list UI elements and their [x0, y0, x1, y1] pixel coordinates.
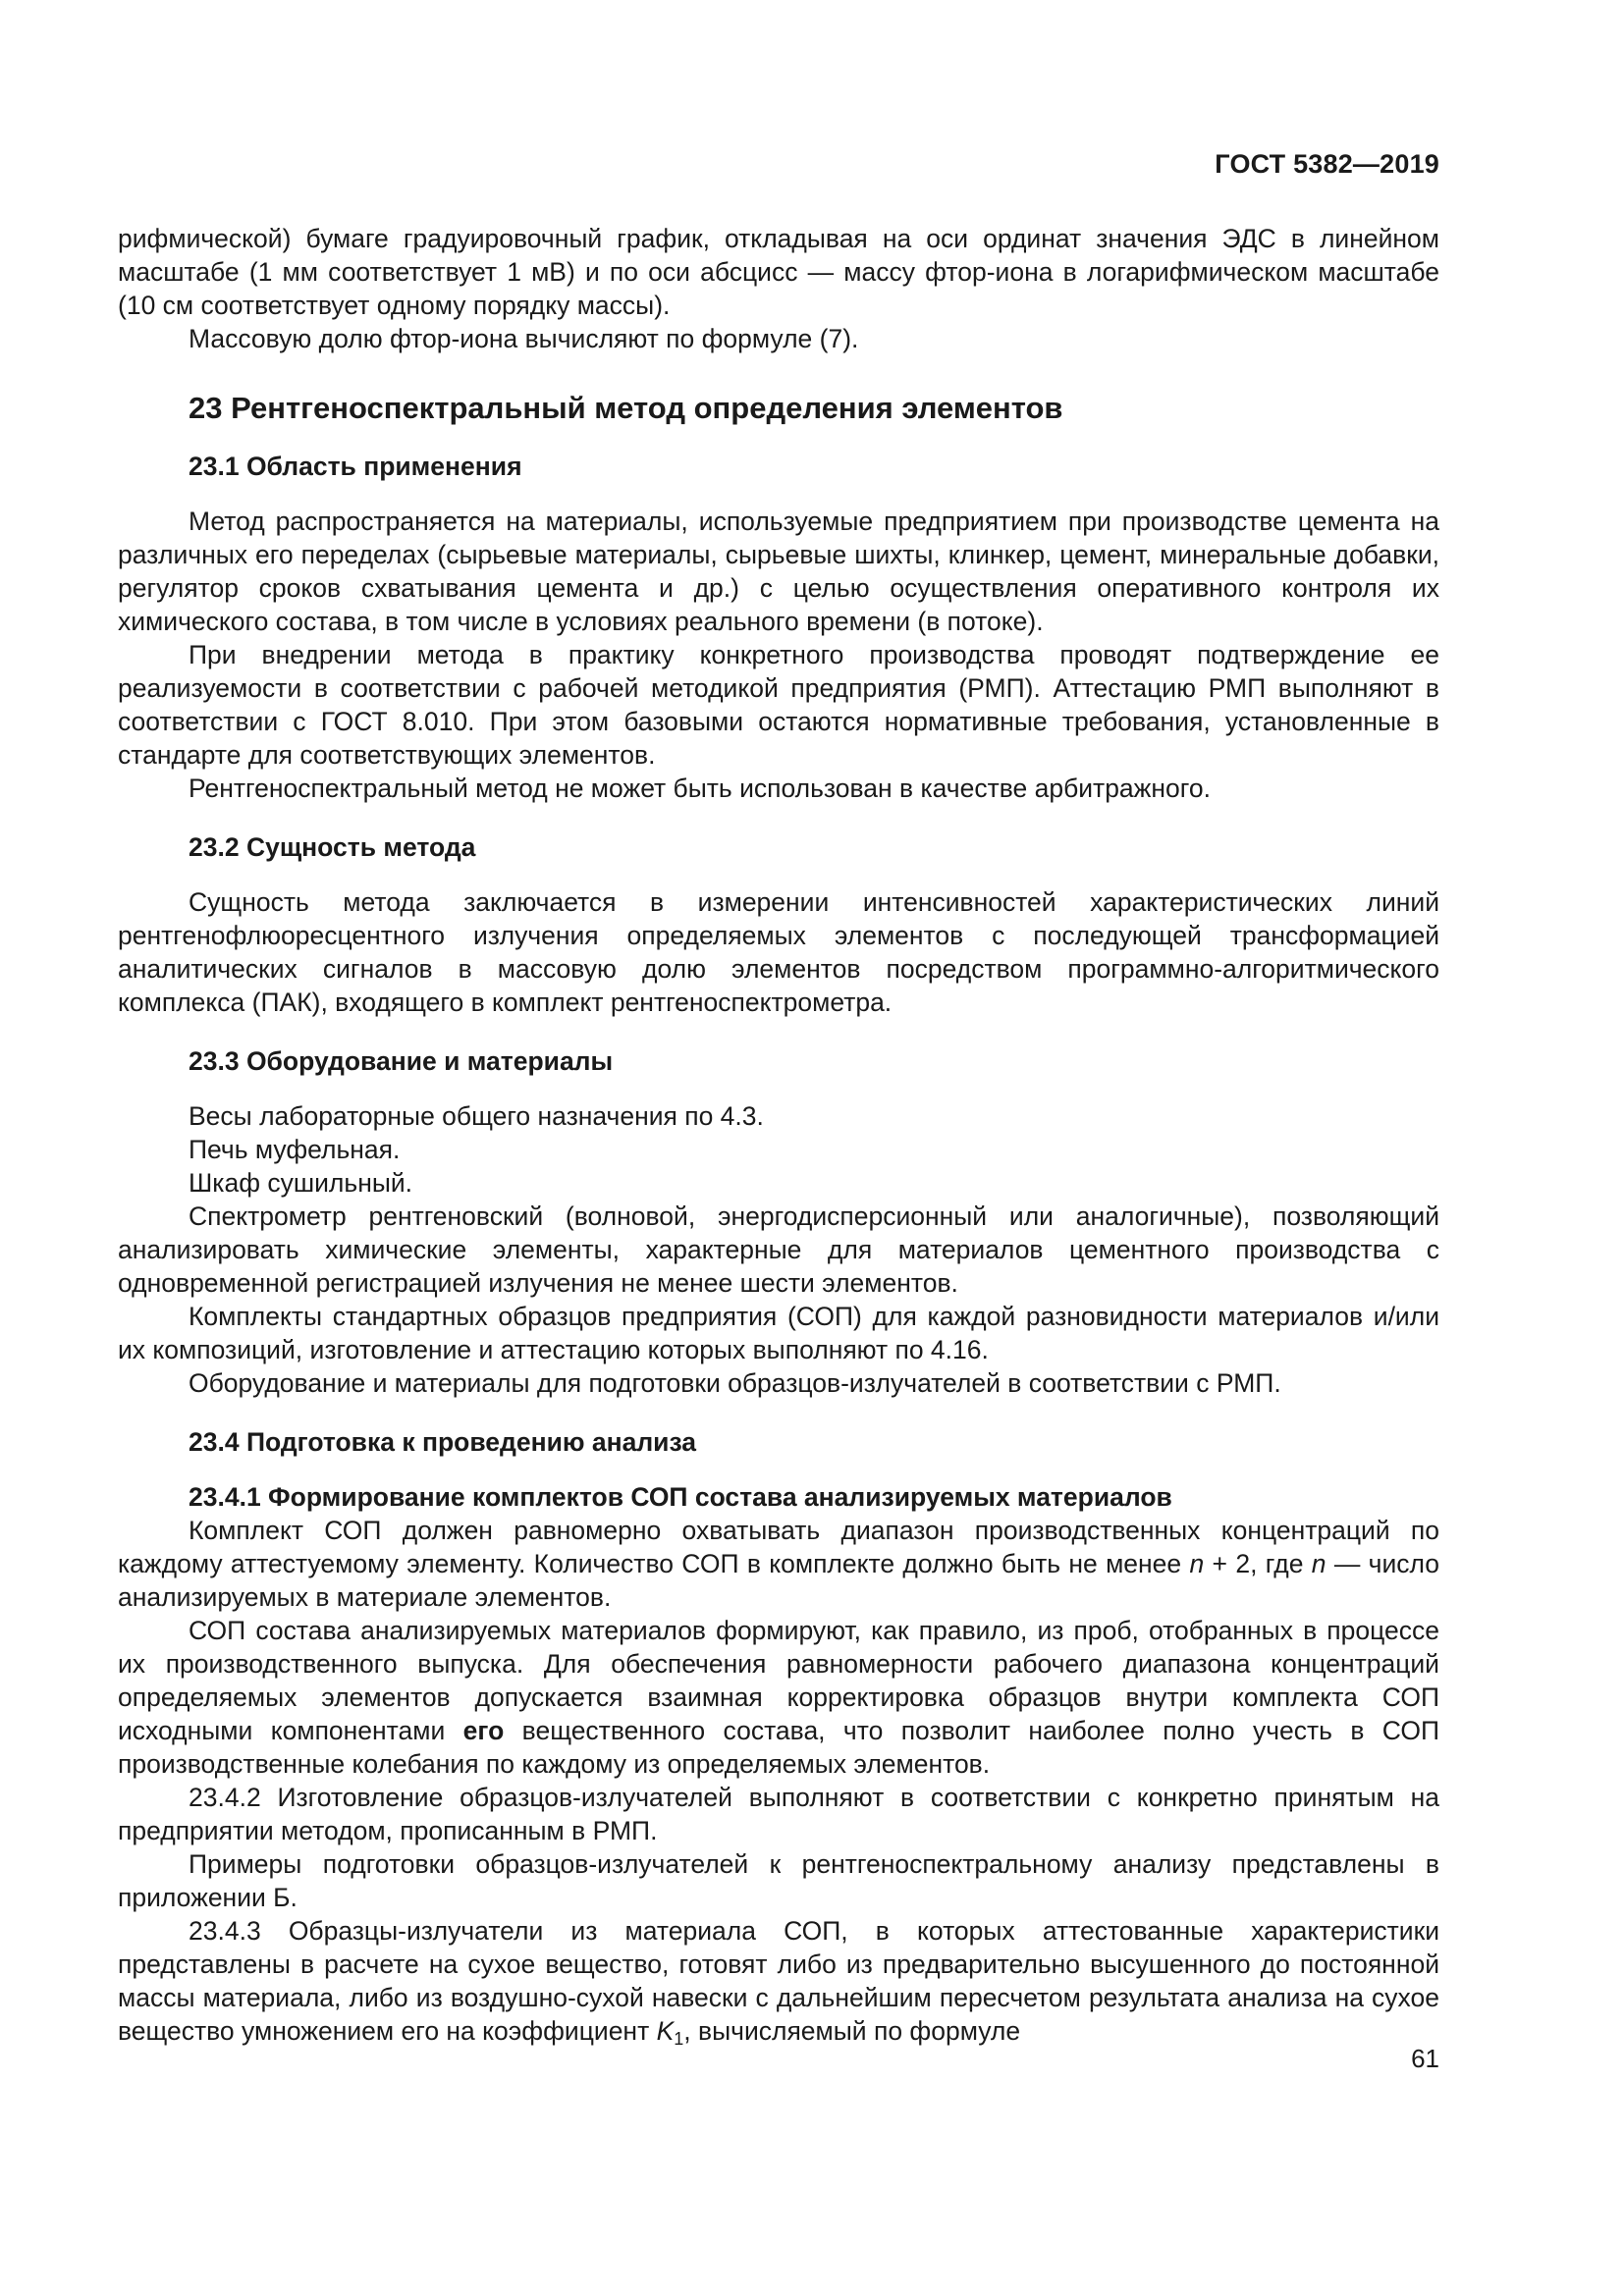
section-23-title: 23 Рентгеноспектральный метод определения элементов — [189, 391, 1063, 425]
subsection-23-4-2-paragraph-1: 23.4.2 Изготовление образцов-излучателей выполняют в соответствии с конкретно принятым на предприятии методом, прописанным в РМП. — [118, 1783, 1439, 1845]
page-content — [118, 222, 1439, 2048]
equipment-reference-samples: Комплекты стандартных образцов предприятия (СОП) для каждой разновидности материалов и/или их композиций, изготовление и аттестацию которых выполняют по 4.16. — [118, 1302, 1439, 1364]
subsection-23-4-1-paragraph-2: СОП состава анализируемых материалов формируют, как правило, из проб, отобранных в процессе их производственного выпуска. Для обеспечения равномерности рабочего диапазона концентраций определяемых элементов допускается взаимная корректировка образцов внутри комплекта СОП исходными компонентами его вещественного состава, что позволит наиболее полно учесть в СОП производственные колебания по каждому из определяемых элементов. — [118, 1616, 1439, 1779]
subsection-23-1-paragraph-2: При внедрении метода в практику конкретного производства проводят подтверждение ее реализуемости в соответствии с рабочей методикой предприятия (РМП). Аттестацию РМП выполняют в соответствии с ГОСТ 8.010. При этом базовыми остаются нормативные требования, установленные в стандарте для соответствующих элементов. — [118, 640, 1439, 770]
subsection-23-4-1-paragraph-1: Комплект СОП должен равномерно охватывать диапазон производственных концентраций по каждому аттестуемому элементу. Количество СОП в комплекте должно быть не менее n + 2, где n — число анализируемых в материале элементов. — [118, 1516, 1439, 1612]
subsection-23-4-title: 23.4 Подготовка к проведению анализа — [189, 1427, 697, 1457]
subsection-23-4-2-paragraph-2: Примеры подготовки образцов-излучателей к рентгеноспектральному анализу представлены в приложении Б. — [118, 1849, 1439, 1912]
equipment-spectrometer: Спектрометр рентгеновский (волновой, энергодисперсионный или аналогичные), позволяющий анализировать химические элементы, характерные для материалов цементного производства с одновременной регистрацией излучения не менее шести элементов. — [118, 1201, 1439, 1298]
subsection-23-1-title: 23.1 Область применения — [189, 452, 522, 481]
intro-paragraph-1: рифмической) бумаге градуировочный график, откладывая на оси ординат значения ЭДС в линейном масштабе (1 мм соответствует 1 мВ) и по оси абсцисс — массу фтор-иона в логарифмическом масштабе (10 см соответствует одному порядку массы). — [118, 224, 1439, 320]
equipment-muffle-furnace: Печь муфельная. — [189, 1135, 401, 1164]
equipment-drying-cabinet: Шкаф сушильный. — [189, 1168, 413, 1198]
subsection-23-4-1-title: 23.4.1 Формирование комплектов СОП состава анализируемых материалов — [189, 1482, 1172, 1512]
subsection-23-1-paragraph-1: Метод распространяется на материалы, используемые предприятием при производстве цемента на различных его переделах (сырьевые материалы, сырьевые шихты, клинкер, цемент, минеральные добавки, регулятор сроков схватывания цемента и др.) с целью осуществления оперативного контроля их химического состава, в том числе в условиях реального времени (в потоке). — [118, 507, 1439, 636]
equipment-scales: Весы лабораторные общего назначения по 4.3. — [189, 1101, 764, 1131]
subsection-23-1-paragraph-3: Рентгеноспектральный метод не может быть использован в качестве арбитражного. — [189, 774, 1211, 803]
subsection-23-4-3-paragraph-1: 23.4.3 Образцы-излучатели из материала СОП, в которых аттестованные характеристики представлены в расчете на сухое вещество, готовят либо из предварительно высушенного до постоянной массы материала, либо из воздушно-сухой навески с дальнейшим пересчетом результата анализа на сухое вещество умножением его на коэффициент $K_1$, вычисляемый по формуле — [118, 1916, 1439, 2049]
subsection-23-3-title: 23.3 Оборудование и материалы — [189, 1046, 614, 1076]
intro-paragraph-2: Массовую долю фтор-иона вычисляют по формуле (7). — [189, 324, 859, 353]
subsection-23-2-paragraph-1: Сущность метода заключается в измерении интенсивностей характеристических линий рентгенофлюоресцентного излучения определяемых элементов с последующей трансформацией аналитических сигналов в массовую долю элементов посредством программно-алгоритмического комплекса (ПАК), входящего в комплект рентгеноспектрометра. — [118, 887, 1439, 1017]
page-number: 61 — [1411, 2044, 1439, 2073]
running-header: ГОСТ 5382—2019 — [1215, 149, 1439, 179]
subsection-23-2-title: 23.2 Сущность метода — [189, 832, 476, 862]
equipment-sample-preparation: Оборудование и материалы для подготовки образцов-излучателей в соответствии с РМП. — [189, 1368, 1281, 1398]
